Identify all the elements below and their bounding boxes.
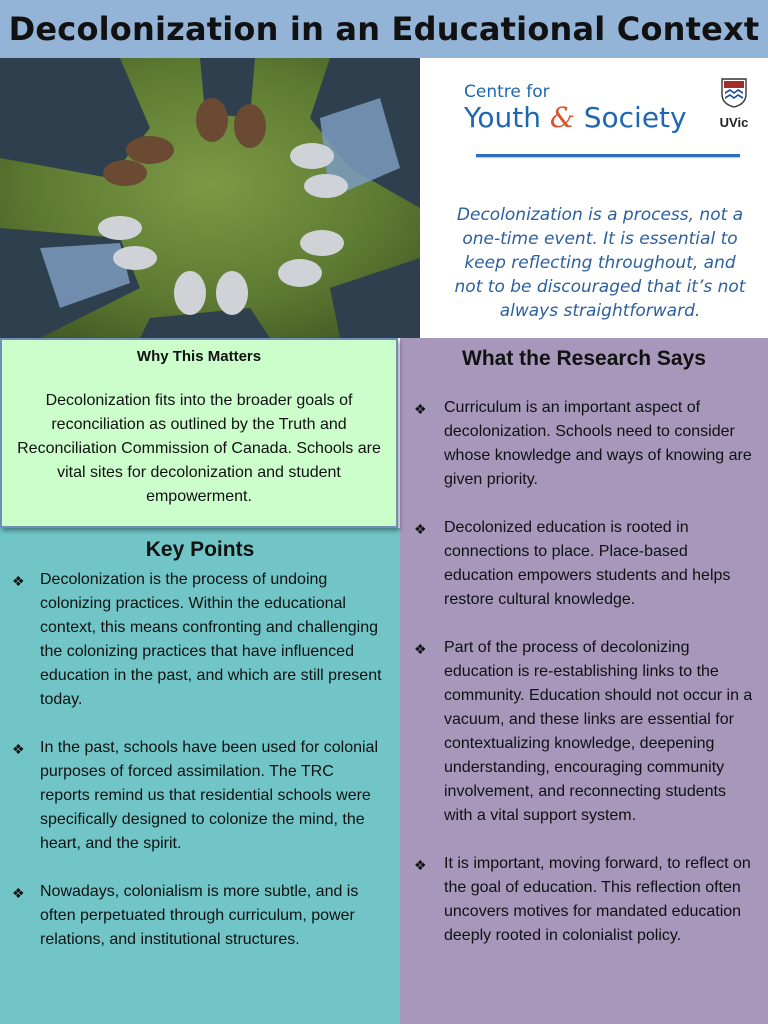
logo-youth: Youth [464, 101, 541, 134]
diamond-bullet-icon: ❖ [12, 573, 25, 589]
list-item: ❖ Decolonization is the process of undoing colonizing practices. Within the educational context, this means confronting and challenging the colonizing practices that have influenced education in the past, and which are still present today. [12, 571, 382, 708]
research-panel [400, 338, 768, 1024]
uvic-logo [716, 78, 752, 130]
diamond-bullet-icon: ❖ [414, 401, 427, 417]
research-list [400, 396, 768, 948]
diamond-bullet-icon: ❖ [414, 857, 427, 873]
research-heading: What the Research Says [462, 347, 706, 370]
uvic-label: UVic [719, 115, 749, 130]
list-item: ❖ It is important, moving forward, to reflect on the goal of education. This reflection often uncovers motives for mandated education deeply rooted in colonialist policy. [414, 855, 751, 944]
logo-panel [420, 58, 768, 338]
list-item: ❖ In the past, schools have been used for colonial purposes of forced assimilation. The TRC reports remind us that residential schools were specifically designed to colonize the mind, the heart, and the spirit. [12, 739, 378, 852]
why-heading: Why This Matters [136, 348, 262, 365]
logo-line-centre: Centre for [464, 82, 550, 102]
key-points-panel [0, 528, 400, 1024]
list-item: ❖ Curriculum is an important aspect of decolonization. Schools need to consider whose knowledge and ways of knowing are given priority. [414, 399, 752, 488]
uvic-crest-icon [721, 78, 747, 108]
quote-text: Decolonization is a process, not a one-time event. It is essential to keep reflecting throughout, and not to be discouraged that it’s not always straightforward. [454, 205, 746, 321]
diamond-bullet-icon: ❖ [12, 885, 25, 901]
list-item: ❖ Decolonized education is rooted in connections to place. Place-based education empowers students and helps restore cultural knowledge. [414, 519, 731, 608]
circle-of-feet-photo [0, 58, 420, 338]
list-item: ❖ Part of the process of decolonizing education is re-establishing links to the community. Education should not occur in a vacuum, and these links are essential for contextualizing knowledge, deepening understanding, encouraging community involvement, and reconnecting students with a vital support system. [414, 639, 753, 824]
logo-society: Society [583, 101, 687, 134]
list-item: ❖ Nowadays, colonialism is more subtle, and is often perpetuated through curriculum, power relations, and institutional structures. [12, 883, 359, 948]
title-bar [0, 0, 768, 58]
logo-line-youth-society [464, 102, 687, 134]
diamond-bullet-icon: ❖ [414, 641, 427, 657]
page-title: Decolonization in an Educational Context [8, 10, 760, 48]
why-this-matters-box [0, 338, 398, 528]
logo-ampersand: & [549, 101, 575, 134]
diamond-bullet-icon: ❖ [12, 741, 25, 757]
key-points-heading: Key Points [145, 538, 255, 561]
centre-logo [464, 82, 687, 134]
logo-divider [476, 154, 740, 157]
key-points-list [0, 568, 400, 952]
why-body: Decolonization fits into the broader goals of reconciliation as outlined by the Truth and Reconciliation Commission of Canada. Schools are vital sites for decolonization and student empowerment. [17, 392, 381, 505]
diamond-bullet-icon: ❖ [414, 521, 427, 537]
